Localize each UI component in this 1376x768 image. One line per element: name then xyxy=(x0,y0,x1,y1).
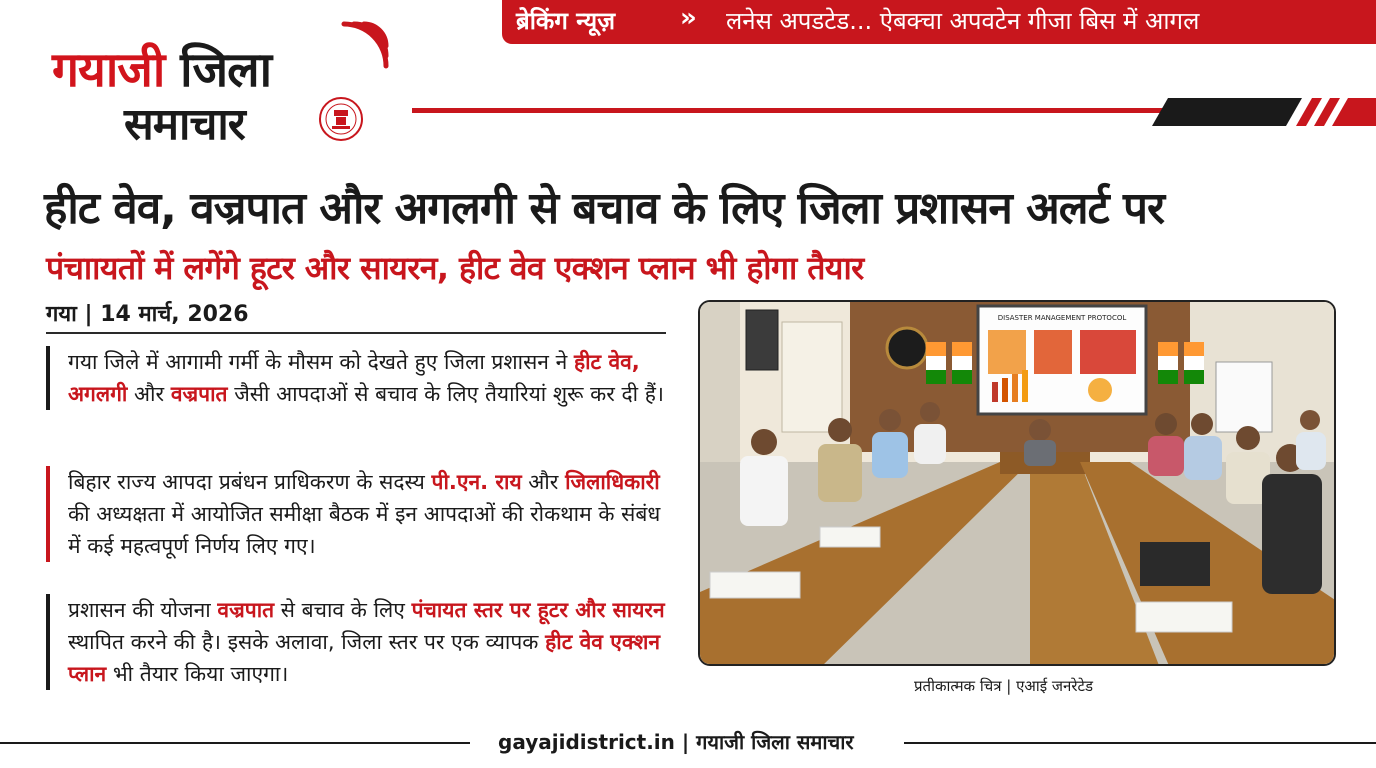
footer-rule-left xyxy=(0,742,470,744)
logo-word-dark: जिला xyxy=(180,42,272,98)
breaking-news-label: ब्रेकिंग न्यूज़ xyxy=(516,7,616,35)
dateline-rule xyxy=(46,332,666,334)
footer-rule-right xyxy=(904,742,1376,744)
header-stripes xyxy=(1152,98,1376,126)
p3-text-c: स्थापित करने की है। इसके अलावा, जिला स्तर पर एक व्यापक xyxy=(68,630,546,654)
p1-highlight-2: वज्रपात xyxy=(170,382,228,406)
p2-highlight-2: जिलाधिकारी xyxy=(565,470,660,494)
p1-highlight-1: हीट वेव, अगलगी xyxy=(68,350,640,406)
p3-text-b: से बचाव के लिए xyxy=(274,598,412,622)
laptop-icon xyxy=(1140,542,1210,586)
photo-caption: प्रतीकात्मक चित्र | एआई जनरेटेड xyxy=(914,677,1094,695)
dateline: गया | 14 मार्च, 2026 xyxy=(46,302,249,327)
p1-text-b: और xyxy=(127,382,171,406)
broadcast-wave-icon xyxy=(338,16,394,72)
p3-highlight-3: हीट वेव एक्शन प्लान xyxy=(68,630,661,686)
ticker-text: लनेस अपडटेड... ऐबक्चा अपवटेन गीजा बिस में आगल xyxy=(726,7,1200,35)
p1-text-c: जैसी आपदाओं से बचाव के लिए तैयारियां शुरू कर दी हैं। xyxy=(227,382,664,406)
p3-highlight-1: वज्रपात xyxy=(217,598,275,622)
paragraph-2 xyxy=(46,466,676,562)
subheadline: पंचाायतों में लगेंगे हूटर और सायरन, हीट वेव एक्शन प्लान भी होगा तैयार xyxy=(46,249,864,287)
p2-highlight-1: पी.एन. राय xyxy=(431,470,522,494)
paragraph-3 xyxy=(46,594,676,690)
p3-text-a: प्रशासन की योजना xyxy=(68,598,218,622)
footer-site-link[interactable]: gayajidistrict.in | गयाजी जिला समाचार xyxy=(498,730,854,754)
screen-title: DISASTER MANAGEMENT PROTOCOL xyxy=(997,314,1127,322)
p2-text-c: की अध्यक्षता में आयोजित समीक्षा बैठक में इन आपदाओं की रोकथाम के संबंध में कई महत्वपूर्ण निर्णय लिए गए। xyxy=(68,502,661,558)
meeting-photo xyxy=(698,300,1336,666)
breaking-news-ticker xyxy=(502,0,1376,44)
header-rule xyxy=(412,108,1182,113)
p2-text-a: बिहार राज्य आपदा प्रबंधन प्राधिकरण के सदस्य xyxy=(68,470,432,494)
p3-text-d: भी तैयार किया जाएगा। xyxy=(106,662,289,686)
seal-logo-icon xyxy=(318,96,364,142)
p1-text-a: गया जिले में आगामी गर्मी के मौसम को देखते हुए जिला प्रशासन ने xyxy=(68,350,574,374)
p3-highlight-2: पंचायत स्तर पर हूटर और सायरन xyxy=(411,598,665,622)
site-logo-line2[interactable]: समाचार xyxy=(124,99,245,150)
headline: हीट वेव, वज्रपात और अगलगी से बचाव के लिए जिला प्रशासन अलर्ट पर xyxy=(44,183,1165,234)
logo-word-red: गयाजी xyxy=(52,42,165,98)
meeting-illustration xyxy=(700,302,1336,666)
p2-text-b: और xyxy=(521,470,566,494)
paragraph-1 xyxy=(46,346,676,410)
double-chevron-icon: » xyxy=(680,3,697,33)
